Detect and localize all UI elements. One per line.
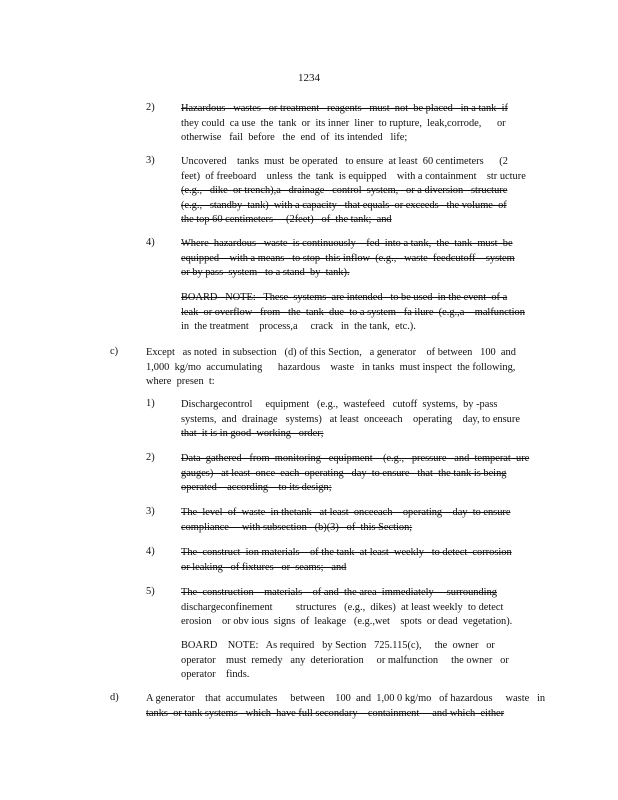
item-label: 2) bbox=[146, 102, 155, 113]
text-line: (e.g., dike or trench),a drainage control system, or a diversion structure bbox=[181, 185, 508, 197]
text-line: in the treatment process,a crack in the tank, etc.). bbox=[181, 321, 416, 333]
text-line: the top 60 centimeters (2feet) of the tank; and bbox=[181, 214, 392, 226]
item-label: c) bbox=[110, 346, 119, 357]
text-line: dischargeconfinement structures (e.g., dikes) at least weekly to detect bbox=[181, 601, 504, 613]
list-item-2-hazardous-wastes bbox=[181, 102, 508, 146]
text-line: Except as noted in subsection (d) of this Section, a generator of between 100 and bbox=[146, 347, 516, 358]
text-line: A generator that accumulates between 100 and 1,00 0 kg/mo of hazardous waste in bbox=[146, 693, 546, 704]
text-line: 1,000 kg/mo accumulating hazardous waste in tanks must inspect the following, bbox=[146, 361, 516, 373]
text-line: leak or overflow from the tank due to a system fa ilure (e.g.,a malfunction bbox=[181, 306, 525, 318]
item-label: 2) bbox=[146, 452, 155, 463]
item-label: 5) bbox=[146, 586, 155, 597]
item-label: 3) bbox=[146, 155, 155, 166]
text-line: BOARD NOTE: These systems are intended to be used in the event of a bbox=[181, 292, 508, 303]
page-number: 1234 bbox=[298, 72, 320, 84]
text-line: compliance with subsection (b)(3) of this Section; bbox=[181, 521, 413, 533]
list-item-2-data-gathered bbox=[181, 452, 529, 496]
item-label: d) bbox=[110, 692, 119, 703]
text-line: Uncovered tanks must be operated to ensure at least 60 centimeters (2 bbox=[181, 156, 508, 167]
item-label: 1) bbox=[146, 398, 155, 409]
list-item-1-discharge-control bbox=[181, 398, 520, 442]
list-item-3-waste-level bbox=[181, 506, 511, 535]
text-line: otherwise fail before the end of its intended life; bbox=[181, 132, 408, 144]
text-line: or by pass system to a stand by tank). bbox=[181, 267, 350, 279]
board-note-systems bbox=[181, 291, 525, 335]
text-line: The level of waste in thetank at least onceeach operating day to ensure bbox=[181, 507, 511, 518]
text-line: operator finds. bbox=[181, 669, 250, 681]
text-line: where presen t: bbox=[146, 376, 215, 388]
text-line: operator must remedy any deterioration or malfunction the owner or bbox=[181, 654, 509, 666]
text-line: (e.g., standby tank) with a capacity that equals or exceeds the volume of bbox=[181, 199, 507, 211]
text-line: erosion or obv ious signs of leakage (e.g.,wet spots or dead vegetation). bbox=[181, 616, 513, 628]
text-line: tanks or tank systems which have full secondary containment and which either bbox=[146, 707, 505, 719]
text-line: systems, and drainage systems) at least onceeach operating day, to ensure bbox=[181, 413, 520, 425]
text-line: The construct ion materials of the tank at least weekly to detect corrosion bbox=[181, 547, 512, 558]
list-item-5-surrounding-area bbox=[181, 586, 512, 630]
text-line: that it is in good working order; bbox=[181, 428, 324, 440]
item-label: 3) bbox=[146, 506, 155, 517]
text-line: equipped with a means to stop this inflow (e.g., waste feedcutoff system bbox=[181, 252, 515, 264]
text-line: Data gathered from monitoring equipment (e.g., pressure and temperat ure bbox=[181, 453, 530, 464]
text-line: operated according to its design; bbox=[181, 482, 332, 494]
subsection-d bbox=[146, 692, 545, 721]
text-line: The construction materials of and the area immediately surrounding bbox=[181, 587, 497, 598]
list-item-3-uncovered-tanks bbox=[181, 155, 526, 228]
board-note-remedy bbox=[181, 639, 509, 683]
text-line: BOARD NOTE: As required by Section 725.115(c), the owner or bbox=[181, 640, 495, 651]
item-label: 4) bbox=[146, 546, 155, 557]
subsection-c bbox=[146, 346, 516, 390]
text-line: feet) of freeboard unless the tank is equipped with a containment str ucture bbox=[181, 170, 526, 182]
text-line: Where hazardous waste is continuously fed into a tank, the tank must be bbox=[181, 238, 513, 249]
text-line: they could ca use the tank or its inner liner to rupture, leak,corrode, or bbox=[181, 117, 506, 129]
text-line: Dischargecontrol equipment (e.g., wastefeed cutoff systems, by -pass bbox=[181, 399, 498, 410]
text-line: Hazardous wastes or treatment reagents must not be placed in a tank if bbox=[181, 103, 508, 114]
list-item-4-continuous-feed bbox=[181, 237, 515, 281]
text-line: gauges) at least once each operating day to ensure that the tank is being bbox=[181, 467, 507, 479]
item-label: 4) bbox=[146, 237, 155, 248]
list-item-4-construction-materials bbox=[181, 546, 512, 575]
text-line: or leaking of fixtures or seams; and bbox=[181, 561, 347, 573]
